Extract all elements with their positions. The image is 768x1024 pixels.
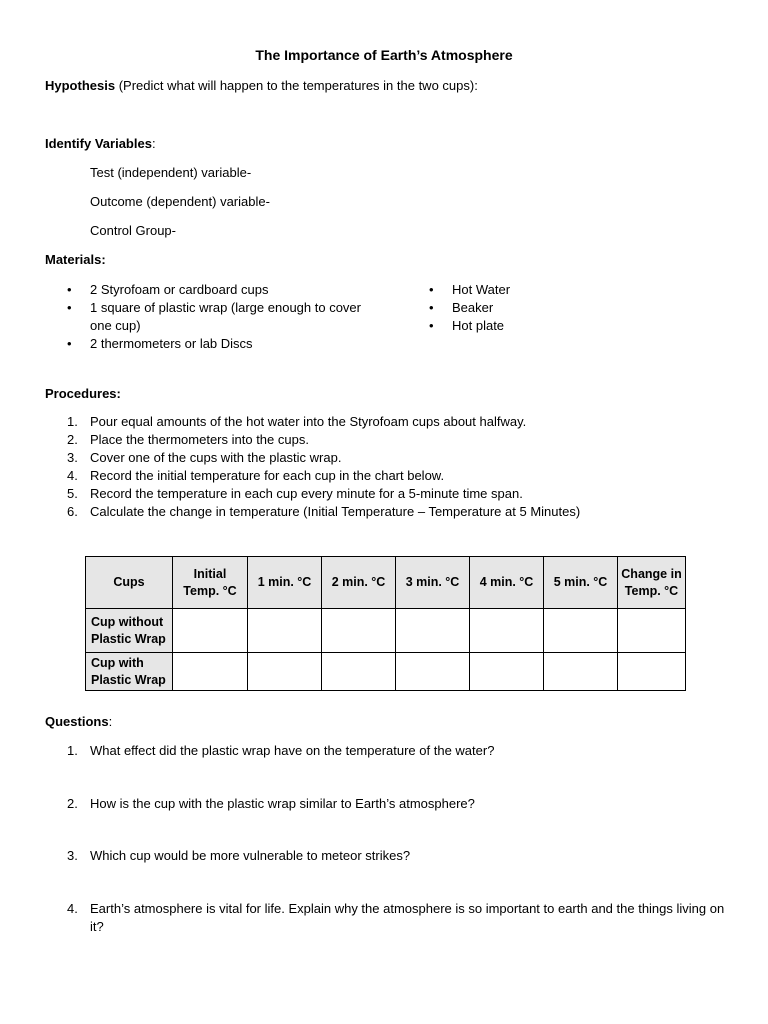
test-variable: Test (independent) variable- (90, 165, 252, 180)
procedures-list (67, 413, 730, 521)
bullet-icon: • (67, 336, 72, 351)
table-cell[interactable] (544, 653, 618, 691)
table-header: 5 min. °C (544, 557, 618, 609)
table-cell[interactable] (544, 609, 618, 653)
table-header: 3 min. °C (396, 557, 470, 609)
table-cell[interactable] (322, 653, 396, 691)
bullet-icon: • (429, 318, 434, 333)
materials-list-right (429, 281, 652, 335)
table-cell[interactable] (396, 653, 470, 691)
variables-suffix: : (151, 136, 156, 151)
control-group: Control Group- (90, 223, 176, 238)
questions-heading (45, 713, 112, 731)
hypothesis-text: (Predict what will happen to the temperatures in the two cups): (115, 78, 478, 93)
question-item: 3. Which cup would be more vulnerable to meteor strikes? (67, 848, 411, 863)
page-title: The Importance of Earth’s Atmosphere (255, 47, 513, 63)
table-header: 1 min. °C (248, 557, 322, 609)
list-item: • Hot plate (429, 318, 505, 333)
list-item: 1. Pour equal amounts of the hot water into the Styrofoam cups about halfway. (67, 414, 527, 429)
table-cell[interactable] (470, 609, 544, 653)
table-cell[interactable] (248, 653, 322, 691)
list-item: 5. Record the temperature in each cup every minute for a 5-minute time span. (67, 486, 523, 501)
materials-list-left (67, 281, 380, 353)
list-item: • Hot Water (429, 282, 511, 297)
table-cell[interactable] (396, 609, 470, 653)
outcome-variable: Outcome (dependent) variable- (90, 194, 270, 209)
table-cell[interactable] (248, 609, 322, 653)
list-item: 3. Cover one of the cups with the plastic wrap. (67, 450, 342, 465)
list-item: • 1 square of plastic wrap (large enough to cover one cup) (67, 300, 361, 333)
list-item: • 2 Styrofoam or cardboard cups (67, 282, 269, 297)
table-cell[interactable] (173, 609, 248, 653)
procedures-heading: Procedures: (45, 386, 121, 401)
table-cell[interactable] (470, 653, 544, 691)
row-label: Cup with Plastic Wrap (86, 653, 173, 691)
questions-suffix: : (108, 714, 113, 729)
table-header: 4 min. °C (470, 557, 544, 609)
variables-heading (45, 135, 156, 153)
question-item: 1. What effect did the plastic wrap have on the temperature of the water? (67, 743, 495, 758)
hypothesis-line (45, 77, 478, 95)
list-item: 6. Calculate the change in temperature (Initial Temperature – Temperature at 5 Minutes) (67, 504, 581, 519)
list-item: 4. Record the initial temperature for each cup in the chart below. (67, 468, 445, 483)
table-cell[interactable] (618, 653, 686, 691)
materials-heading: Materials: (45, 252, 106, 267)
question-item: 4. Earth’s atmosphere is vital for life. Explain why the atmosphere is so important to earth and the things living on it? (67, 901, 725, 934)
bullet-icon: • (67, 300, 72, 315)
table-header-row (86, 557, 686, 609)
questions-label: Questions (45, 714, 109, 729)
question-item: 2. How is the cup with the plastic wrap similar to Earth’s atmosphere? (67, 796, 475, 811)
table-header: Change in Temp. °C (618, 557, 686, 609)
table-cell[interactable] (618, 609, 686, 653)
list-item: • 2 thermometers or lab Discs (67, 336, 253, 351)
list-item: 2. Place the thermometers into the cups. (67, 432, 309, 447)
list-item: • Beaker (429, 300, 494, 315)
bullet-icon: • (67, 282, 72, 297)
table-header: Initial Temp. °C (173, 557, 248, 609)
variables-label: Identify Variables (45, 136, 152, 151)
bullet-icon: • (429, 300, 434, 315)
bullet-icon: • (429, 282, 434, 297)
table-cell[interactable] (173, 653, 248, 691)
table-row (86, 609, 686, 653)
temperature-table (85, 556, 686, 691)
table-header: 2 min. °C (322, 557, 396, 609)
hypothesis-label: Hypothesis (45, 78, 116, 93)
row-label: Cup without Plastic Wrap (86, 609, 173, 653)
table-header: Cups (86, 557, 173, 609)
table-row (86, 653, 686, 691)
table-cell[interactable] (322, 609, 396, 653)
